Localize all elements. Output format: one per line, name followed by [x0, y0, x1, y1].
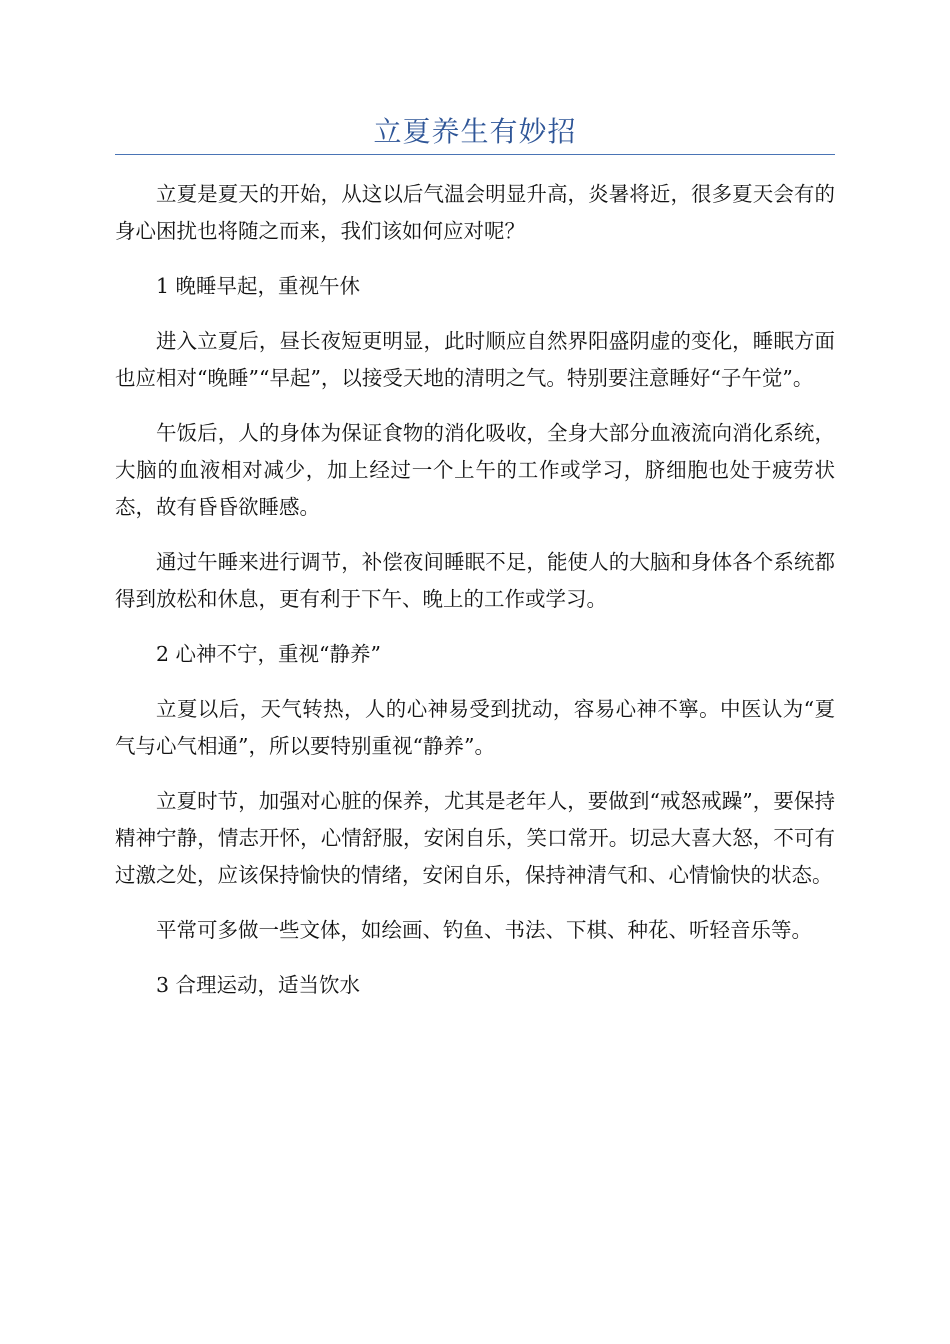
paragraph: 平常可多做一些文体，如绘画、钓鱼、书法、下棋、种花、听轻音乐等。 [156, 918, 812, 942]
section-heading-3: 3 合理运动，适当饮水 [156, 973, 361, 997]
paragraph: 立夏时节，加强对心脏的保养，尤其是老年人，要做到“戒怒戒躁”，要保持精神宁静，情志开怀，心情舒服，安闲自乐，笑口常开。切忌大喜大怒，不可有过激之处，应该保持愉快的情绪，安闲自乐，保持神清气和、心情愉快的状态。 [115, 789, 835, 887]
section-heading-1: 1 晚睡早起，重视午休 [156, 274, 361, 298]
document-title: 立夏养生有妙招 [373, 115, 577, 148]
section-heading-2: 2 心神不宁，重视“静养” [156, 642, 382, 666]
title-underline [115, 154, 835, 155]
paragraph: 通过午睡来进行调节，补偿夜间睡眠不足，能使人的大脑和身体各个系统都得到放松和休息，更有利于下午、晚上的工作或学习。 [115, 550, 835, 611]
paragraph: 立夏以后，天气转热，人的心神易受到扰动，容易心神不寧。中医认为“夏气与心气相通”，所以要特别重视“静养”。 [115, 697, 835, 758]
paragraph: 进入立夏后，昼长夜短更明显，此时顺应自然界阳盛阴虚的变化，睡眠方面也应相对“晚睡”“早起”，以接受天地的清明之气。特别要注意睡好“子午觉”。 [115, 329, 835, 390]
paragraph: 午饭后，人的身体为保证食物的消化吸收，全身大部分血液流向消化系统，大脑的血液相对减少，加上经过一个上午的工作或学习，脐细胞也处于疲劳状态，故有昏昏欲睡感。 [115, 421, 835, 519]
document-body [115, 176, 835, 1022]
paragraph-intro: 立夏是夏天的开始，从这以后气温会明显升高，炎暑将近，很多夏天会有的身心困扰也将随之而来，我们该如何应对呢？ [115, 182, 835, 243]
